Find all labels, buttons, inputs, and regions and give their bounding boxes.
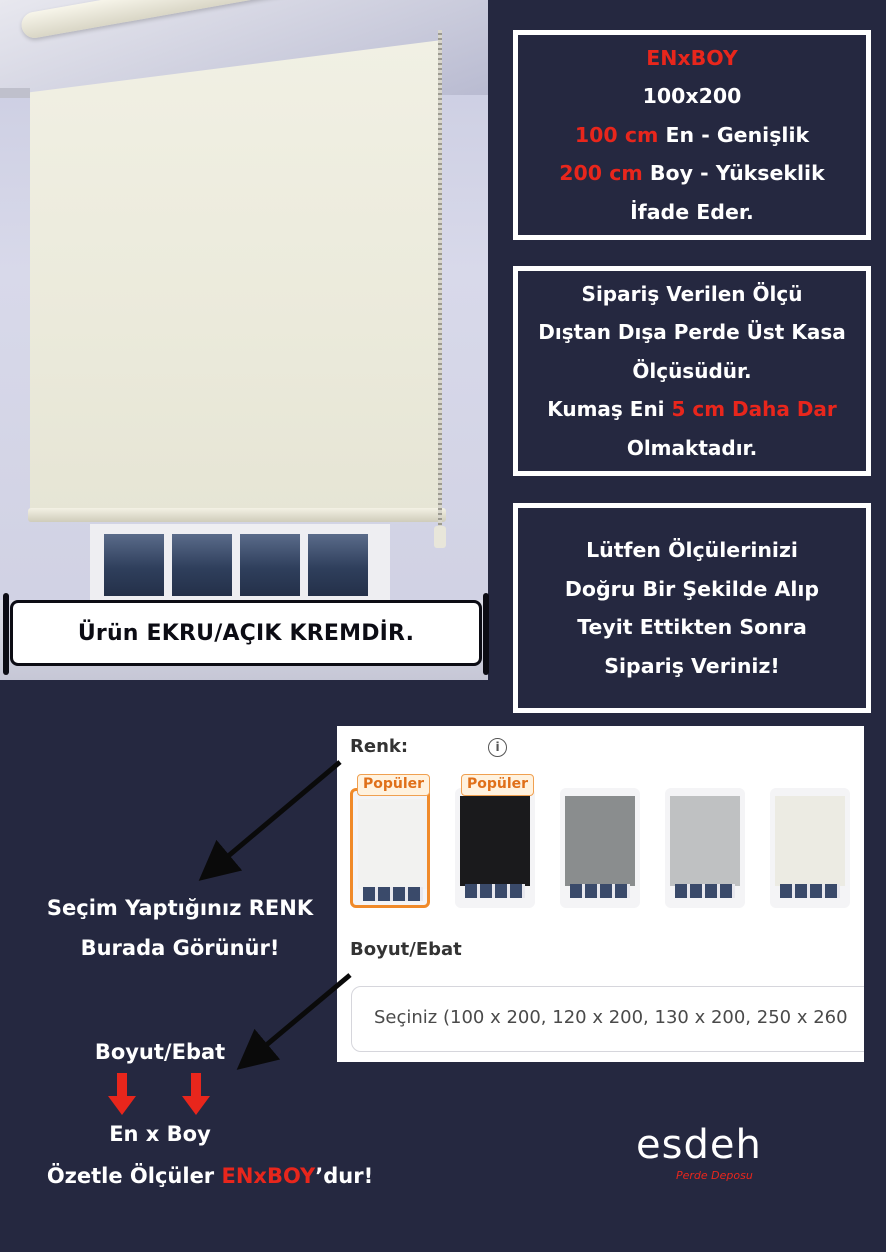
- verify-line-3: Teyit Ettikten Sonra: [577, 615, 807, 639]
- size-label: Boyut/Ebat: [350, 939, 462, 960]
- height-line: 200 cm Boy - Yükseklik: [559, 161, 825, 186]
- enxboy-heading: ENxBOY: [646, 45, 738, 70]
- summary-line: Özetle Ölçüler ENxBOY’dur!: [46, 1164, 374, 1188]
- red-down-arrow-left: [108, 1073, 136, 1115]
- popular-badge: Popüler: [461, 774, 534, 796]
- red-down-arrow-right: [182, 1073, 210, 1115]
- size-hint-label: Boyut/Ebat: [94, 1040, 226, 1064]
- verify-line-2: Doğru Bir Şekilde Alıp: [564, 576, 820, 601]
- logo-word: esdeh: [636, 1122, 762, 1168]
- note-line-2: Dıştan Dışa Perde Üst Kasa: [538, 320, 846, 345]
- esdeh-logo: [636, 1122, 776, 1192]
- verify-line-1: Lütfen Ölçülerinizi: [586, 538, 798, 562]
- color-hint-line-1: Seçim Yaptığınız RENK: [46, 896, 314, 920]
- note-line-4: Kumaş Eni 5 cm Daha Dar: [547, 397, 837, 422]
- info-icon[interactable]: i: [488, 738, 507, 757]
- arrow-to-size: [252, 975, 350, 1057]
- en-x-boy-label: En x Boy: [109, 1122, 211, 1146]
- arrow-to-color: [214, 762, 340, 868]
- size-select[interactable]: Seçiniz (100 x 200, 120 x 200, 130 x 200, 250 x 260: [351, 986, 864, 1052]
- banner-text: Ürün EKRU/AÇIK KREMDİR.: [77, 620, 415, 646]
- note-line-1: Sipariş Verilen Ölçü: [581, 281, 803, 306]
- verify-line-4: Sipariş Veriniz!: [604, 653, 780, 678]
- color-label: Renk:: [350, 736, 409, 757]
- note-line-5: Olmaktadır.: [626, 435, 758, 460]
- note-line-3: Ölçüsüdür.: [632, 358, 752, 383]
- explanation-end: İfade Eder.: [630, 199, 754, 224]
- size-example: 100x200: [642, 84, 742, 109]
- popular-badge: Popüler: [357, 774, 430, 796]
- color-hint-line-2: Burada Görünür!: [80, 936, 280, 960]
- logo-subtitle: Perde Deposu: [676, 1169, 753, 1182]
- width-line: 100 cm En - Genişlik: [574, 122, 810, 147]
